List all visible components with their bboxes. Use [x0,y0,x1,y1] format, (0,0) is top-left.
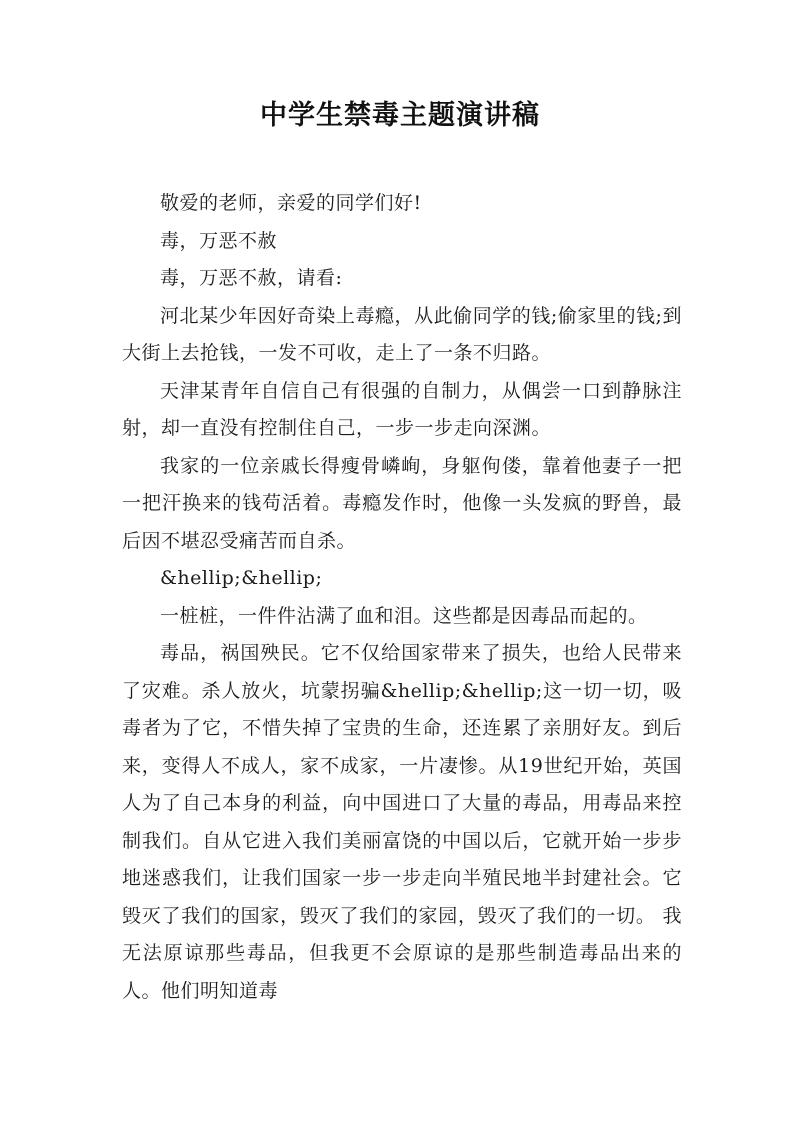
paragraph-tianjin-youth: 天津某青年自信自己有很强的自制力，从偶尝一口到静脉注射，却一直没有控制住自己，一步一步走向深渊。 [122,379,682,439]
paragraph-drugs-harm: 毒品，祸国殃民。它不仅给国家带来了损失，也给人民带来了灾难。杀人放火，坑蒙拐骗&hellip;&hellip;这一切一切，吸毒者为了它，不惜失掉了宝贵的生命，还连累了亲朋好友。到后来，变得人不成人，家不成家，一片凄惨。从19世纪开始，英国人为了自己本身的利益，向中国进口了大量的毒品，用毒品来控制我们。自从它进入我们美丽富饶的中国以后，它就开始一步步地迷惑我们，让我们国家一步一步走向半殖民地半封建社会。它毁灭了我们的国家，毁灭了我们的家园，毁灭了我们的一切。 我无法原谅那些毒品，但我更不会原谅的是那些制造毒品出来的人。他们明知道毒 [122,642,682,1002]
paragraph-slogan-please-see: 毒，万恶不赦，请看: [160,267,343,289]
paragraph-ellipsis: &hellip;&hellip; [160,567,323,589]
paragraph-hebei-youth: 河北某少年因好奇染上毒瘾，从此偷同学的钱;偷家里的钱;到大街上去抢钱，一发不可收，走上了一条不归路。 [122,304,682,364]
document-title: 中学生禁毒主题演讲稿 [260,100,540,131]
paragraph-blood-and-tears: 一桩桩，一件件沾满了血和泪。这些都是因毒品而起的。 [160,604,648,627]
paragraph-relative: 我家的一位亲戚长得瘦骨嶙峋，身躯佝偻，靠着他妻子一把一把汗换来的钱苟活着。毒瘾发作时，他像一头发疯的野兽，最后因不堪忍受痛苦而自杀。 [122,454,682,552]
paragraph-greeting: 敬爱的老师，亲爱的同学们好! [160,192,422,214]
document-body [122,185,682,1010]
paragraph-slogan: 毒，万恶不赦 [160,229,278,252]
